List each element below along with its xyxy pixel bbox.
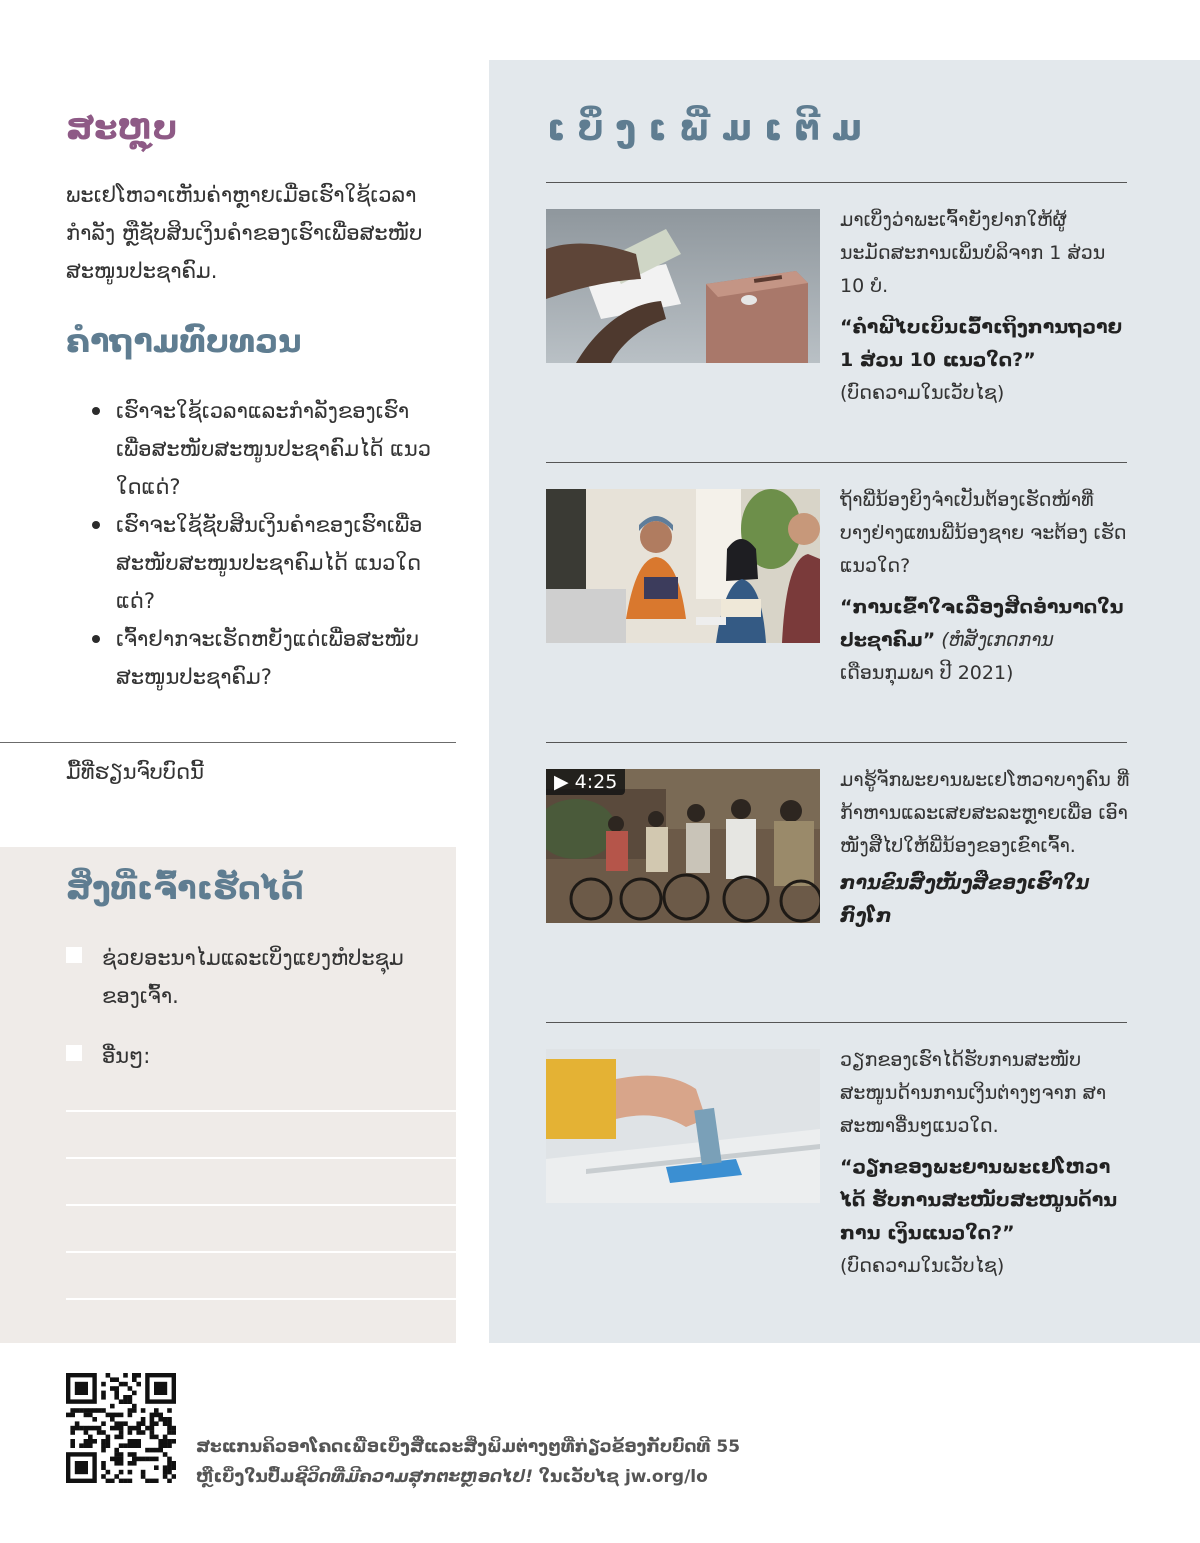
todo-item — [66, 939, 432, 1015]
write-in-line[interactable] — [66, 1298, 456, 1300]
card-intro: ຖ້າພີ່ນ້ອງຍິງຈຳເປັນຕ້ອງເຮັດໜ້າທີ່ ບາງຢ່າງແທນພີ່ນ້ອງຊາຍ ຈະຕ້ອງ ເຮັດແນວໃດ? — [840, 489, 1127, 577]
write-in-line[interactable] — [66, 1251, 456, 1253]
review-question: ເຮົາຈະໃຊ້ຊັບສິນເງິນຄຳຂອງເຮົາເພື່ອ ສະໜັບສະໜູນປະຊາຄົມໄດ້ ແນວໃດແດ່? — [92, 506, 442, 620]
card-link-title[interactable]: “ຄຳພີໄບເບິນເວົ້າເຖິງການຖວາຍ 1 ສ່ວນ 10 ແນວໃດ?” — [840, 316, 1123, 371]
divider — [546, 182, 1127, 183]
card-image-sisters[interactable] — [546, 489, 820, 643]
video-duration: 4:25 — [574, 771, 618, 793]
summary-text: ພະເຢໂຫວາເຫັນຄ່າຫຼາຍເມື່ອເຮົາໃຊ້ເວລາ ກຳລັງ ຫຼືຊັບສິນເງິນຄຳຂອງເຮົາເພື່ອສະໜັບ ສະໜູນປະຊາຄົມ. — [66, 183, 423, 283]
summary-heading: ສະຫຼຸບ — [66, 108, 178, 148]
checkbox[interactable] — [66, 1045, 82, 1061]
footer-text — [196, 1432, 740, 1492]
review-questions-heading: ຄຳຖາມທົບທວນ — [66, 322, 302, 360]
play-icon: ▶ — [554, 771, 569, 793]
checkbox[interactable] — [66, 947, 82, 963]
card-title-line — [840, 591, 1130, 657]
see-more-panel — [489, 60, 1200, 1343]
things-you-can-do-heading: ສິ່ງທີ່ເຈົ້າເຮັດໄດ້ — [66, 869, 304, 907]
card-image-tithe[interactable] — [546, 209, 820, 363]
divider — [0, 742, 456, 743]
completed-date-label: ມື້ທີ່ຮຽນຈົບບົດນີ້ — [66, 760, 204, 784]
card-link-title[interactable]: ການຂົນສົ່ງໜັງສືຂອງເຮົາໃນກົງໂກ — [840, 872, 1090, 927]
review-question: ເຈົ້າຢາກຈະເຮັດຫຍັງແດ່ເພື່ອສະໜັບ ສະໜູນປະຊາຄົມ? — [92, 620, 442, 696]
card-text — [840, 1044, 1130, 1283]
write-in-line[interactable] — [66, 1110, 456, 1112]
write-in-line[interactable] — [66, 1157, 456, 1159]
card-text — [840, 204, 1130, 410]
review-question: ເຮົາຈະໃຊ້ເວລາແລະກຳລັງຂອງເຮົາ ເພື່ອສະໜັບສະໜູນປະຊາຄົມໄດ້ ແນວໃດແດ່? — [92, 392, 442, 506]
video-duration-badge — [546, 769, 625, 795]
photo-image — [546, 1049, 820, 1203]
footer-suffix[interactable]: ໃນເວັບໄຊ jw.org/lo — [533, 1467, 708, 1487]
card-link-title[interactable]: “ການເຂົ້າໃຈເລື່ອງສິດອຳນາດໃນ ປະຊາຄົມ” — [840, 596, 1124, 651]
card-intro: ມາຮູ້ຈັກພະຍານພະເຢໂຫວາບາງຄົນ ທີ່ກ້າຫານແລະເສຍສະລະຫຼາຍເພື່ອ ເອົາໜັງສືໄປໃຫ້ພີ່ນ້ອງຂອງເຂົາເຈົ້າ. — [840, 769, 1130, 857]
qr-code[interactable] — [66, 1373, 176, 1483]
card-intro: ວຽກຂອງເຮົາໄດ້ຮັບການສະໜັບ ສະໜູນດ້ານການເງິນຕ່າງໆຈາກ ສາສະໜາອື່ນໆແນວໃດ. — [840, 1049, 1107, 1137]
card-intro: ມາເບິ່ງວ່າພະເຈົ້າຍັງຢາກໃຫ້ຜູ້ ນະມັດສະການເພິ່ນບໍລິຈາກ 1 ສ່ວນ 10 ບໍ. — [840, 209, 1106, 297]
divider — [546, 1022, 1127, 1023]
card-text — [840, 764, 1130, 933]
todo-item — [66, 1037, 432, 1075]
card-source: ເດືອນກຸມພາ ປີ 2021) — [840, 662, 1014, 684]
card-image-donation[interactable] — [546, 1049, 820, 1203]
footer-book-title: ຊີວິດທີ່ມີຄວາມສຸກຕະຫຼອດໄປ! — [294, 1467, 534, 1487]
todo-item-label: ຊ່ວຍອະນາໄມແລະເບິ່ງແຍງຫໍປະຊຸມ ຂອງເຈົ້າ. — [102, 946, 404, 1008]
photo-image — [546, 489, 820, 643]
qr-code-image — [66, 1373, 176, 1483]
write-in-line[interactable] — [66, 1204, 456, 1206]
divider — [546, 462, 1127, 463]
card-source-publication: (ຫໍສັງເກດການ — [941, 629, 1054, 651]
see-more-heading: ເບິ່ງເພີ່ມເຕີມ — [547, 108, 875, 149]
footer-line-1: ສະແກນຄິວອາໂຄດເພື່ອເບິ່ງສື່ແລະສິ່ງພິມຕ່າງໆທີ່ກ່ຽວຂ້ອງກັບບົດທີ 55 — [196, 1437, 741, 1457]
card-text — [840, 484, 1130, 690]
todo-item-label: ອື່ນໆ: — [102, 1044, 151, 1068]
illustration-image — [546, 209, 820, 363]
footer-prefix: ຫຼືເບິ່ງໃນປຶ້ມ — [196, 1467, 295, 1487]
card-source: (ບົດຄວາມໃນເວັບໄຊ) — [840, 382, 1005, 404]
divider — [546, 742, 1127, 743]
things-you-can-do-box — [0, 847, 456, 1343]
review-questions-list — [92, 392, 442, 696]
card-video-thumbnail[interactable] — [546, 769, 820, 923]
card-link-title[interactable]: “ວຽກຂອງພະຍານພະເຢໂຫວາໄດ້ ຮັບການສະໜັບສະໜູນດ້ານການ ເງິນແນວໃດ?” — [840, 1156, 1118, 1244]
footer-line-2 — [196, 1462, 740, 1492]
card-source: (ບົດຄວາມໃນເວັບໄຊ) — [840, 1255, 1005, 1277]
